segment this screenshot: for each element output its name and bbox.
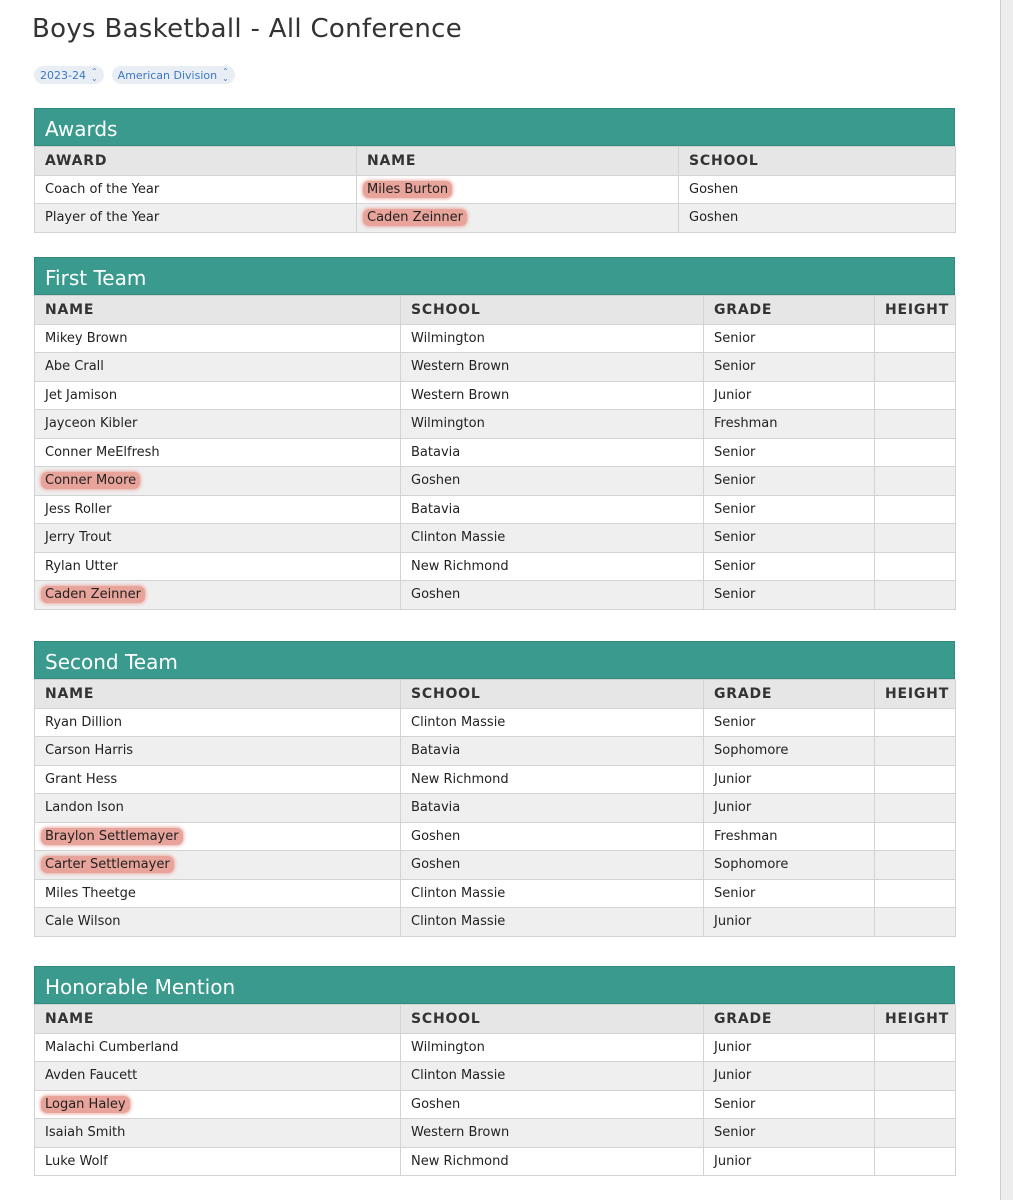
- grade-cell: Senior: [704, 495, 875, 524]
- school-cell: Clinton Massie: [401, 1062, 704, 1091]
- column-header: AWARD: [35, 147, 357, 176]
- table-row: [35, 495, 956, 524]
- table-row: [35, 765, 956, 794]
- updown-chevron-icon: ⌃ ⌄: [90, 67, 98, 83]
- honorable-mention-section: [34, 966, 955, 1176]
- column-header: HEIGHT: [875, 1005, 956, 1034]
- highlighted-name: Miles Burton: [363, 181, 452, 198]
- grade-cell: Junior: [704, 381, 875, 410]
- table-row: [35, 737, 956, 766]
- grade-cell: Senior: [704, 524, 875, 553]
- filter-bar: [34, 66, 235, 84]
- table-row: [35, 552, 956, 581]
- height-cell: [875, 794, 956, 823]
- table-row: [35, 467, 956, 496]
- height-cell: [875, 1119, 956, 1148]
- table-row: [35, 524, 956, 553]
- grade-cell: Senior: [704, 581, 875, 610]
- school-cell: Goshen: [679, 175, 956, 204]
- name-cell: Abe Crall: [35, 353, 401, 382]
- name-cell: Cale Wilson: [35, 908, 401, 937]
- name-cell: Luke Wolf: [35, 1147, 401, 1176]
- table-row: [35, 324, 956, 353]
- grade-cell: Senior: [704, 438, 875, 467]
- awards-table: [34, 146, 956, 233]
- window-right-edge: [1000, 0, 1013, 1200]
- height-cell: [875, 822, 956, 851]
- name-cell: Rylan Utter: [35, 552, 401, 581]
- column-header: NAME: [35, 1005, 401, 1034]
- highlighted-name: Caden Zeinner: [363, 209, 467, 226]
- grade-cell: Senior: [704, 1090, 875, 1119]
- table-row: [35, 581, 956, 610]
- school-cell: Clinton Massie: [401, 879, 704, 908]
- table-row: [35, 708, 956, 737]
- section-title: Honorable Mention: [34, 966, 955, 1004]
- school-cell: Batavia: [401, 495, 704, 524]
- column-header: NAME: [35, 296, 401, 325]
- name-cell: Jess Roller: [35, 495, 401, 524]
- grade-cell: Sophomore: [704, 737, 875, 766]
- school-cell: Goshen: [401, 581, 704, 610]
- height-cell: [875, 552, 956, 581]
- school-cell: Clinton Massie: [401, 524, 704, 553]
- name-cell: [357, 204, 679, 233]
- division-select-label: American Division: [117, 68, 218, 82]
- section-title: Second Team: [34, 641, 955, 679]
- page-title: Boys Basketball - All Conference: [32, 14, 463, 44]
- honorable-mention-table: [34, 1004, 956, 1176]
- season-select[interactable]: [34, 66, 104, 84]
- season-select-label: 2023-24: [40, 68, 86, 82]
- grade-cell: Junior: [704, 1062, 875, 1091]
- height-cell: [875, 708, 956, 737]
- first-team-table: [34, 295, 956, 610]
- grade-cell: Freshman: [704, 822, 875, 851]
- school-cell: Western Brown: [401, 353, 704, 382]
- table-row: [35, 879, 956, 908]
- name-cell: Mikey Brown: [35, 324, 401, 353]
- awards-section: [34, 108, 955, 233]
- table-row: [35, 1147, 956, 1176]
- table-row: [35, 1062, 956, 1091]
- grade-cell: Senior: [704, 324, 875, 353]
- table-row: [35, 822, 956, 851]
- name-cell: Avden Faucett: [35, 1062, 401, 1091]
- column-header: GRADE: [704, 1005, 875, 1034]
- table-row: [35, 410, 956, 439]
- height-cell: [875, 381, 956, 410]
- highlighted-name: Braylon Settlemayer: [41, 828, 183, 845]
- first-team-section: [34, 257, 955, 610]
- height-cell: [875, 908, 956, 937]
- name-cell: Grant Hess: [35, 765, 401, 794]
- table-row: [35, 204, 956, 233]
- school-cell: Western Brown: [401, 381, 704, 410]
- height-cell: [875, 438, 956, 467]
- table-row: [35, 381, 956, 410]
- column-header: HEIGHT: [875, 296, 956, 325]
- height-cell: [875, 324, 956, 353]
- grade-cell: Senior: [704, 353, 875, 382]
- highlighted-name: Conner Moore: [41, 472, 140, 489]
- name-cell: Conner MeElfresh: [35, 438, 401, 467]
- second-team-table: [34, 679, 956, 937]
- height-cell: [875, 737, 956, 766]
- height-cell: [875, 410, 956, 439]
- table-row: [35, 1119, 956, 1148]
- school-cell: New Richmond: [401, 765, 704, 794]
- school-cell: Wilmington: [401, 324, 704, 353]
- school-cell: Batavia: [401, 438, 704, 467]
- name-cell: Jayceon Kibler: [35, 410, 401, 439]
- school-cell: Goshen: [401, 822, 704, 851]
- school-cell: Goshen: [401, 1090, 704, 1119]
- column-header: GRADE: [704, 296, 875, 325]
- section-title: First Team: [34, 257, 955, 295]
- column-header: SCHOOL: [401, 1005, 704, 1034]
- award-cell: Coach of the Year: [35, 175, 357, 204]
- grade-cell: Junior: [704, 794, 875, 823]
- school-cell: Goshen: [679, 204, 956, 233]
- second-team-section: [34, 641, 955, 937]
- school-cell: Batavia: [401, 737, 704, 766]
- table-row: [35, 1090, 956, 1119]
- school-cell: Goshen: [401, 851, 704, 880]
- name-cell: Jet Jamison: [35, 381, 401, 410]
- division-select[interactable]: [112, 66, 235, 84]
- column-header: GRADE: [704, 680, 875, 709]
- award-cell: Player of the Year: [35, 204, 357, 233]
- grade-cell: Junior: [704, 908, 875, 937]
- height-cell: [875, 1090, 956, 1119]
- grade-cell: Senior: [704, 467, 875, 496]
- grade-cell: Senior: [704, 552, 875, 581]
- table-row: [35, 438, 956, 467]
- height-cell: [875, 879, 956, 908]
- height-cell: [875, 581, 956, 610]
- column-header: NAME: [357, 147, 679, 176]
- height-cell: [875, 765, 956, 794]
- height-cell: [875, 524, 956, 553]
- school-cell: Goshen: [401, 467, 704, 496]
- highlighted-name: Caden Zeinner: [41, 586, 145, 603]
- name-cell: [357, 175, 679, 204]
- grade-cell: Freshman: [704, 410, 875, 439]
- height-cell: [875, 851, 956, 880]
- name-cell: Landon Ison: [35, 794, 401, 823]
- name-cell: [35, 581, 401, 610]
- school-cell: Wilmington: [401, 1033, 704, 1062]
- column-header: SCHOOL: [401, 296, 704, 325]
- height-cell: [875, 1062, 956, 1091]
- school-cell: Wilmington: [401, 410, 704, 439]
- name-cell: Carson Harris: [35, 737, 401, 766]
- school-cell: New Richmond: [401, 552, 704, 581]
- grade-cell: Junior: [704, 1033, 875, 1062]
- column-header: NAME: [35, 680, 401, 709]
- name-cell: [35, 822, 401, 851]
- height-cell: [875, 353, 956, 382]
- grade-cell: Senior: [704, 1119, 875, 1148]
- name-cell: Jerry Trout: [35, 524, 401, 553]
- table-row: [35, 353, 956, 382]
- highlighted-name: Carter Settlemayer: [41, 856, 174, 873]
- name-cell: Malachi Cumberland: [35, 1033, 401, 1062]
- school-cell: Clinton Massie: [401, 708, 704, 737]
- name-cell: Miles Theetge: [35, 879, 401, 908]
- name-cell: [35, 1090, 401, 1119]
- school-cell: Western Brown: [401, 1119, 704, 1148]
- table-row: [35, 851, 956, 880]
- table-row: [35, 175, 956, 204]
- grade-cell: Junior: [704, 1147, 875, 1176]
- section-title: Awards: [34, 108, 955, 146]
- column-header: SCHOOL: [401, 680, 704, 709]
- height-cell: [875, 1033, 956, 1062]
- name-cell: [35, 467, 401, 496]
- height-cell: [875, 495, 956, 524]
- name-cell: [35, 851, 401, 880]
- grade-cell: Senior: [704, 879, 875, 908]
- grade-cell: Junior: [704, 765, 875, 794]
- table-row: [35, 908, 956, 937]
- table-row: [35, 1033, 956, 1062]
- grade-cell: Sophomore: [704, 851, 875, 880]
- name-cell: Ryan Dillion: [35, 708, 401, 737]
- highlighted-name: Logan Haley: [41, 1096, 130, 1113]
- school-cell: New Richmond: [401, 1147, 704, 1176]
- table-row: [35, 794, 956, 823]
- grade-cell: Senior: [704, 708, 875, 737]
- name-cell: Isaiah Smith: [35, 1119, 401, 1148]
- school-cell: Clinton Massie: [401, 908, 704, 937]
- height-cell: [875, 1147, 956, 1176]
- column-header: SCHOOL: [679, 147, 956, 176]
- height-cell: [875, 467, 956, 496]
- updown-chevron-icon: ⌃ ⌄: [222, 67, 229, 83]
- column-header: HEIGHT: [875, 680, 956, 709]
- school-cell: Batavia: [401, 794, 704, 823]
